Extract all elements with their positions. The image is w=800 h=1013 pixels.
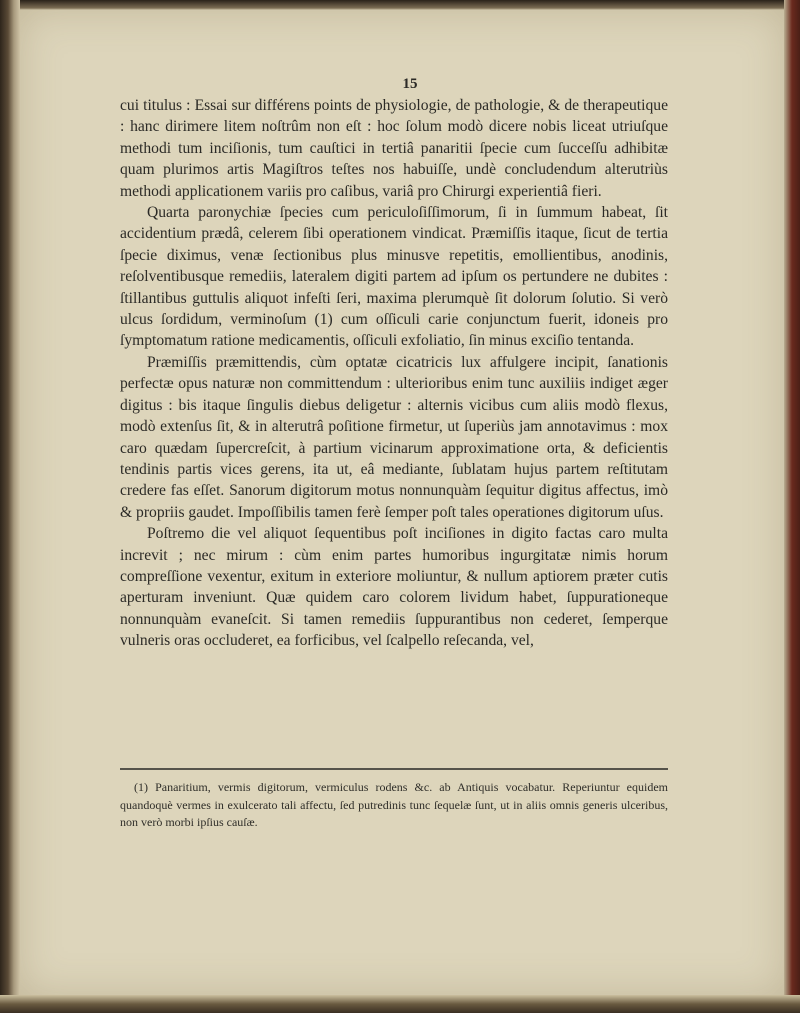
footnote <box>120 779 668 832</box>
body-text <box>120 95 668 652</box>
paragraph-4: Poſtremo die vel aliquot ſequentibus poſt inciſiones in digito factas caro multa increvit ; nec mirum : cùm enim partes humoribus ingurgitatæ nimis horum compreſſione vexentur, exitum in exteriore moliuntur, & nullum aptiorem præter cutis aperturam inveniunt. Quæ quidem caro colorem lividum habet, ſuppurationeque nonnunquàm evaneſcit. Si tamen remediis ſuppurantibus non cederet, ſemperque vulneris oras occluderet, ea forficibus, vel ſcalpello reſecanda, vel, <box>120 525 668 650</box>
paragraph-2: Quarta paronychiæ ſpecies cum periculoſiſſimorum, ſi in ſummum habeat, ſit accidentium prædâ, celerem ſibi operationem vindicat. Præmiſſis itaque, ſicut de tertia ſpecie diximus, venæ ſectionibus plus minusve repetitis, emollientibus, anodinis, reſolventibusque remediis, lateralem digiti partem ad ipſum os pertundere ne dubites : ſtillantibus guttulis aliquot infeſti ſeri, maxima plerumquè ſit dolorum ſolutio. Si verò ulcus ſordidum, verminoſum (1) cum oſſiculi carie conjunctum fuerit, idoneis pro ſymptomatum ratione medicamentis, oſſiculi exfoliatio, ſin minus exciſio tentanda. <box>120 204 668 350</box>
page-top-edge <box>0 0 800 10</box>
book-binding <box>0 0 20 1013</box>
paragraph-3: Præmiſſis præmittendis, cùm optatæ cicatricis lux affulgere incipit, ſanationis perfectæ opus naturæ non committendum : ulterioribus enim tunc auxiliis indiget æger digitus : bis itaque ſingulis diebus deligetur : alternis vicibus cum aliis modò flexus, modò extenſus ſit, & in alterutrâ poſitione firmetur, ut ſuperiùs jam annotavimus : mox caro quædam ſupercreſcit, à partium vicinarum approximatione orta, & deficientis tendinis partis vices gerens, ita ut, eâ mediante, ſublatam hujus partem reſtitutam credere fas eſſet. Sanorum digitorum motus nonnunquàm ſequitur digitus affectus, imò & propriis gaudet. Impoſſibilis tamen ferè ſemper poſt tales operationes digitorum uſus. <box>120 353 668 521</box>
footnote-text: (1) Panaritium, vermis digitorum, vermiculus rodens &c. ab Antiquis vocabatur. Reperiuntur equidem quandoquè vermes in exulcerato tali affectu, ſed putredinis tunc ſequelæ ſunt, ut in aliis omnis generis ulceribus, non verò morbi ipſius cauſæ. <box>120 780 668 829</box>
page-bottom-edge <box>0 995 800 1013</box>
footnote-divider <box>120 768 668 770</box>
page-right-edge <box>784 0 800 1013</box>
paragraph-1: cui titulus : Essai sur différens points de physiologie, de pathologie, & de therapeutique : hanc dirimere litem noſtrûm non eſt : hoc ſolum modò dicere nobis liceat utriuſque methodi tum inciſionis, tum cauſtici in tertiâ panaritii ſpecie cum ſucceſſu adhibitæ quam plurimos artis Magiſtros teſtes nos habuiſſe, undè concludendum alterutriùs methodi applicationem variis pro caſibus, variâ pro Chirurgi experientiâ fieri. <box>120 97 668 200</box>
page-number: 15 <box>402 76 418 92</box>
